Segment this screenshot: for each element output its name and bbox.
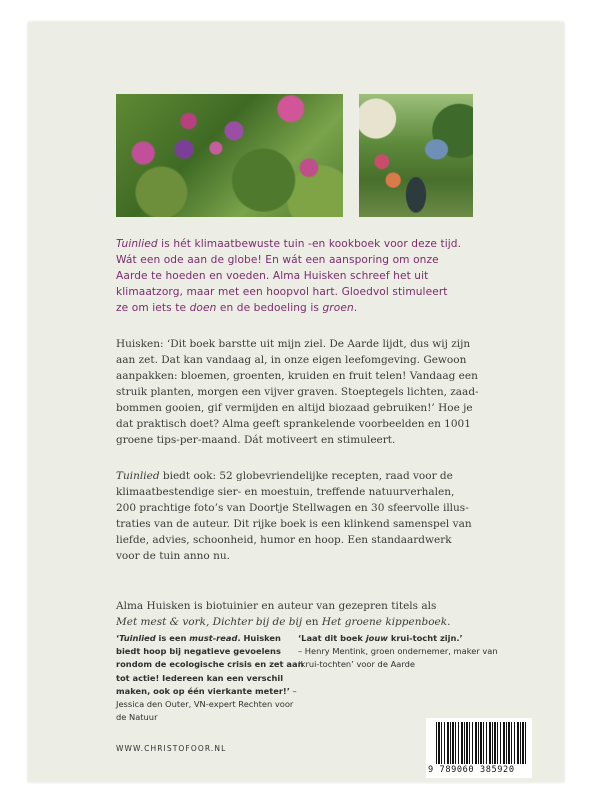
author-quote-paragraph: Huisken: ‘Dit boek barstte uit mijn ziel. De Aarde lijdt, dus wij zijn aan zet. Dat kan vandaag al, in onze eigen leefomgeving. Gewoon aanpakken: bloemen, groenten, kruiden en fruit telen! Vandaag een struik planten, morgen een vijver graven. Stoeptegels lichten, zaad- bommen gooien, gif vermijden en altijd biozaad gebruiken!’ Hoe je dat praktisch doet? Alma geeft sprankelende voorbeelden en 1001 groene tips-per-maand. Dát motiveert en stimuleert. bbox=[116, 338, 479, 446]
quote-attribution: – Jessica den Outer, VN-expert Rechten voor de Natuur bbox=[116, 685, 297, 723]
publisher-url: WWW.CHRISTOFOOR.NL bbox=[116, 744, 227, 753]
book-back-cover bbox=[28, 22, 564, 782]
gardener-photo bbox=[359, 94, 473, 217]
intro-paragraph: Tuinlied is hét klimaatbewuste tuin -en kookboek voor deze tijd. Wát een ode aan de globe! En wát een aansporing om onze Aarde te hoeden en voeden. Alma Huisken schreef het uit klimaatzorg, maar met een hoopvol hart. Gloedvol stimuleert ze om iets te doen en de bedoeling is groen. bbox=[116, 238, 462, 314]
barcode-icon bbox=[436, 722, 526, 764]
contents-paragraph: Tuinlied biedt ook: 52 globevriendelijke recepten, raad voor de klimaatbestendige sier- en moestuin, treffende natuurverhalen, 200 prachtige foto’s van Doortje Stellwagen en 30 sfeervolle illus- traties van de auteur. Dit rijke boek is een klinkend samenspel van liefde, advies, schoonheid, humor en hoop. Een standaardwerk voor de tuin anno nu. bbox=[116, 470, 472, 562]
quote-attribution: – Henry Mentink, groen ondernemer, maker van ‘krui-tochten’ voor de Aarde bbox=[298, 646, 498, 670]
review-quote-mentink: ‘Laat dit boek jouw krui-tocht zijn.’ – Henry Mentink, groen ondernemer, maker van ‘krui-tochten’ voor de Aarde bbox=[298, 633, 498, 670]
isbn-barcode bbox=[426, 718, 532, 778]
flowers-photo bbox=[116, 94, 343, 217]
isbn-number: 9 789060 385920 bbox=[428, 765, 515, 775]
author-bio-paragraph: Alma Huisken is biotuinier en auteur van gezepren titels als Met mest & vork, Dichter bij de bij en Het groene kippenboek. bbox=[116, 600, 451, 628]
review-quote-den-outer: ‘Tuinlied is een must-read. Huisken biedt hoop bij negatieve gevoelens rondom de ecologische crisis en zet aan tot actie! Iedereen kan een verschil maken, ook op één vierkante meter!’ – Jessica den Outer, VN-expert Rechten voor de Natuur bbox=[116, 633, 304, 723]
